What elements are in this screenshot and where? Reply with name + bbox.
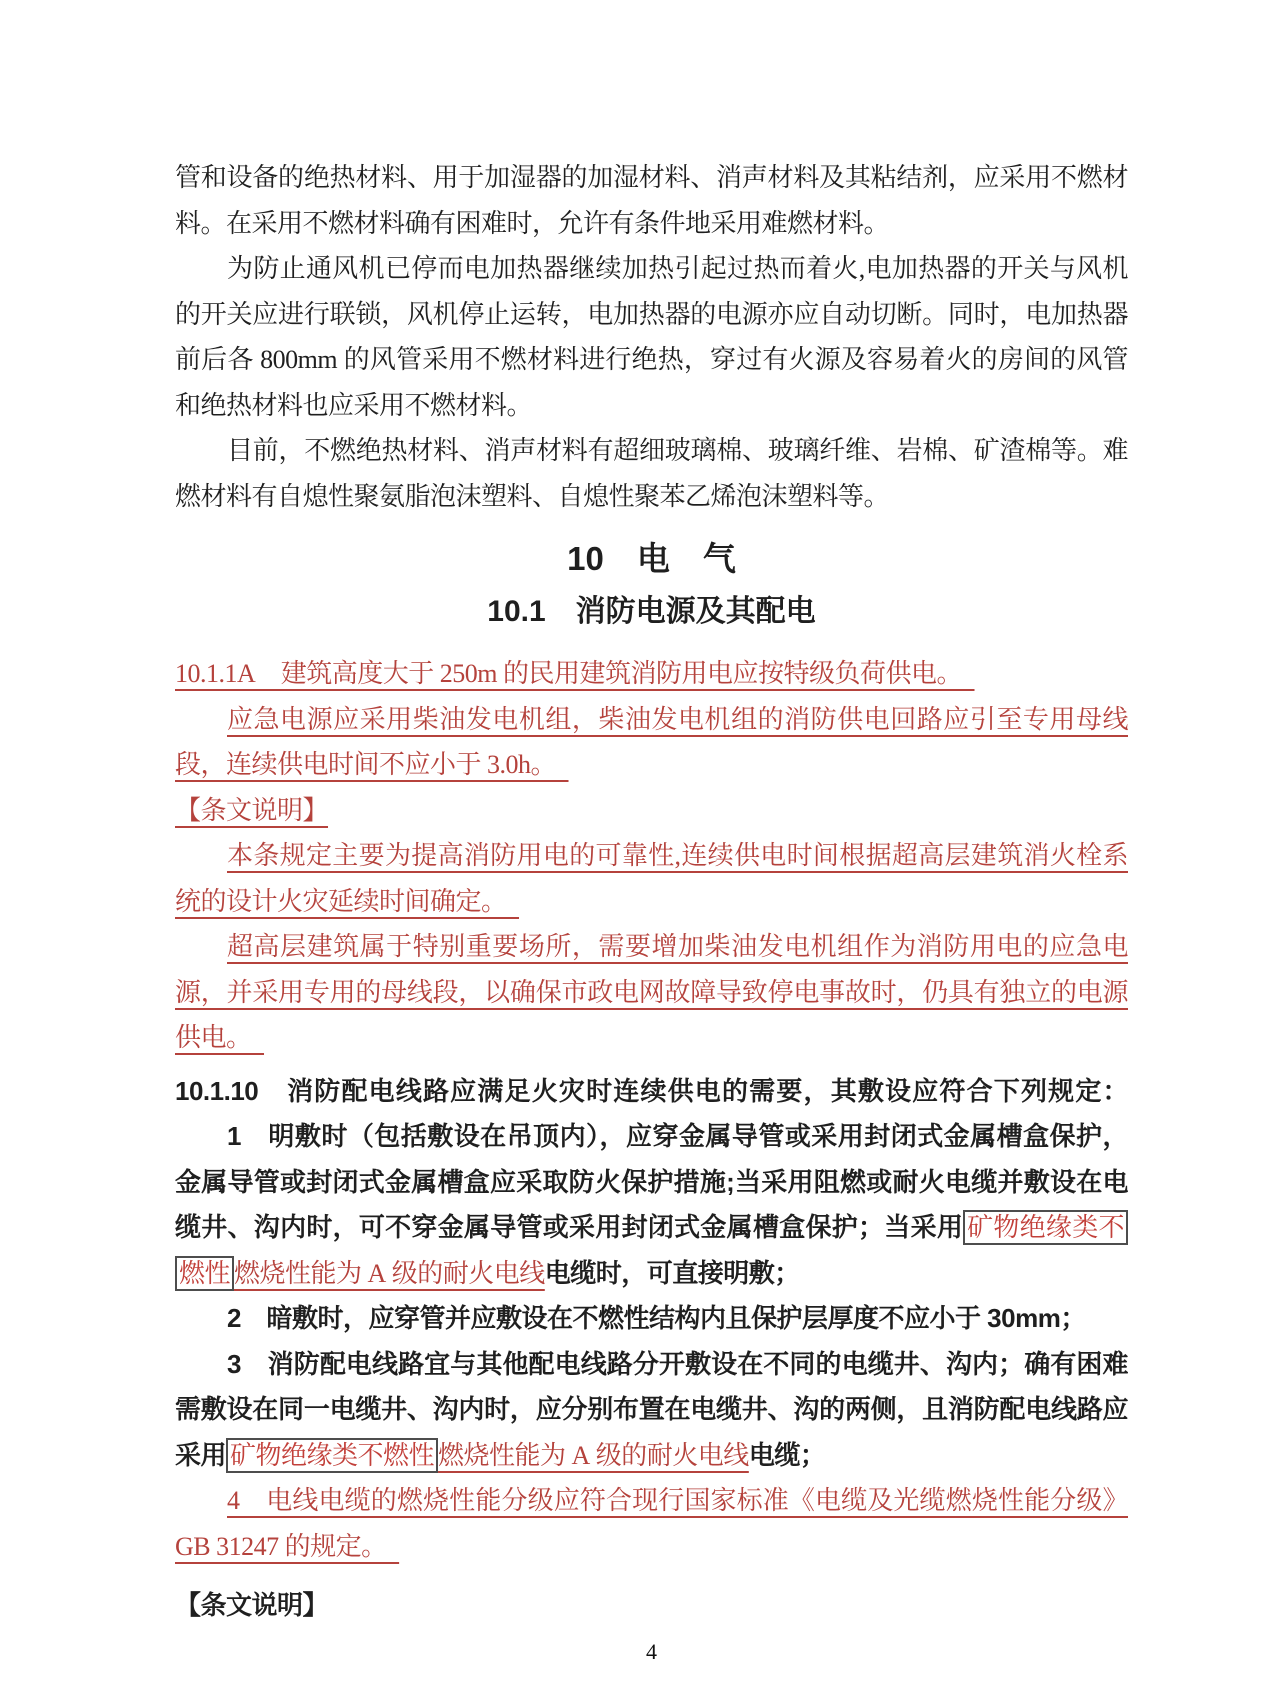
text-segment: 金属导管或封闭式金属槽盒应采取防火保护措施;当采用阻燃或耐火电缆并敷设在电 <box>175 1166 1128 1197</box>
text-segment: 管和设备的绝热材料、用于加湿器的加湿材料、消声材料及其粘结剂，应采用不燃材 <box>175 163 1128 192</box>
item-2-line <box>175 1296 1128 1342</box>
item-1-line <box>175 1251 1128 1297</box>
body-line <box>175 383 1128 429</box>
text-segment: 料。在采用不燃材料确有困难时，允许有条件地采用难燃材料。 <box>175 208 890 238</box>
text-segment: 燃烧性能为 A 级的耐火电线 <box>438 1440 749 1470</box>
chapter-heading <box>175 531 1128 587</box>
text-segment: 的开关应进行联锁，风机停止运转，电加热器的电源亦应自动切断。同时，电加热器 <box>175 299 1128 329</box>
page-footer <box>175 1632 1128 1672</box>
text-segment: 3 消防配电线路宜与其他配电线路分开敷设在不同的电缆井、沟内；确有困难 <box>227 1348 1128 1379</box>
item-4-line <box>175 1524 1128 1570</box>
text-segment: 10.1.10 消防配电线路应满足火灾时连续供电的需要，其敷设应符合下列规定： <box>175 1075 1128 1106</box>
text-segment: 电缆； <box>748 1439 826 1470</box>
clause-line <box>175 742 1128 788</box>
item-3-line <box>175 1342 1128 1388</box>
text-segment: 2 暗敷时，应穿管并应敷设在不燃性结构内且保护层厚度不应小于 30mm； <box>227 1303 1086 1333</box>
commentary-line <box>175 833 1128 879</box>
text-segment: 统的设计火灾延续时间确定。 <box>175 886 520 916</box>
text-segment: 矿物绝缘类不 <box>963 1210 1128 1245</box>
text-segment: 源，并采用专用的母线段，以确保市政电网故障导致停电事故时，仍具有独立的电源 <box>175 977 1128 1007</box>
text-segment: 燃烧性能为 A 级的耐火电线 <box>234 1258 545 1288</box>
text-segment: 燃材料有自熄性聚氨脂泡沫塑料、自熄性聚苯乙烯泡沫塑料等。 <box>175 481 890 511</box>
item-1-line <box>175 1160 1128 1206</box>
text-segment: 目前，不燃绝热材料、消声材料有超细玻璃棉、玻璃纤维、岩棉、矿渣棉等。难 <box>227 436 1128 465</box>
text-segment: 供电。 <box>175 1023 265 1052</box>
commentary-label-red <box>175 788 1128 834</box>
section-heading <box>175 587 1128 637</box>
text-segment: 10.1.1A 建筑高度大于 250m 的民用建筑消防用电应按特级负荷供电。 <box>175 659 975 688</box>
document-lines <box>175 155 1128 1629</box>
text-segment: 【条文说明】 <box>175 1590 329 1620</box>
clause-10-1-10-line <box>175 1069 1128 1115</box>
clause-10-1-1A-line <box>175 651 1128 697</box>
commentary-label-black <box>175 1583 1128 1629</box>
text-segment: 10 电 气 <box>567 540 736 577</box>
body-line <box>175 155 1128 201</box>
commentary-line <box>175 879 1128 925</box>
item-1-line <box>175 1114 1128 1160</box>
page-number: 4 <box>646 1639 657 1664</box>
text-segment: 4 电线电缆的燃烧性能分级应符合现行国家标准《电缆及光缆燃烧性能分级》 <box>227 1486 1128 1515</box>
text-segment: 和绝热材料也应采用不燃材料。 <box>175 390 533 420</box>
body-line <box>175 474 1128 520</box>
text-segment: 超高层建筑属于特别重要场所，需要增加柴油发电机组作为消防用电的应急电 <box>227 932 1128 961</box>
text-segment: 段，连续供电时间不应小于 3.0h。 <box>175 750 569 779</box>
body-line <box>175 428 1128 474</box>
text-segment: 矿物绝缘类不燃性 <box>226 1438 438 1473</box>
commentary-line <box>175 970 1128 1016</box>
text-segment: 采用 <box>175 1439 227 1470</box>
body-line <box>175 292 1128 338</box>
item-3-line <box>175 1387 1128 1433</box>
text-segment: 前后各 800mm 的风管采用不燃材料进行绝热，穿过有火源及容易着火的房间的风管 <box>175 345 1128 374</box>
text-segment: 电缆时，可直接明敷； <box>544 1257 800 1288</box>
text-segment: 应急电源应采用柴油发电机组，柴油发电机组的消防供电回路应引至专用母线 <box>227 704 1128 734</box>
text-segment: 本条规定主要为提高消防用电的可靠性,连续供电时间根据超高层建筑消火栓系 <box>227 841 1128 870</box>
body-line <box>175 337 1128 383</box>
body-line <box>175 246 1128 292</box>
text-segment: 10.1 消防电源及其配电 <box>487 595 816 628</box>
commentary-line <box>175 1015 1128 1061</box>
item-1-line <box>175 1205 1128 1251</box>
text-segment: 【条文说明】 <box>175 795 329 825</box>
text-segment: 缆井、沟内时，可不穿金属导管或采用封闭式金属槽盒保护；当采用 <box>175 1212 964 1242</box>
clause-line <box>175 697 1128 743</box>
item-4-line <box>175 1478 1128 1524</box>
item-3-line <box>175 1433 1128 1479</box>
text-segment: 1 明敷时（包括敷设在吊顶内），应穿金属导管或采用封闭式金属槽盒保护， <box>227 1121 1128 1151</box>
commentary-line <box>175 924 1128 970</box>
body-line <box>175 201 1128 247</box>
text-segment: 为防止通风机已停而电加热器继续加热引起过热而着火,电加热器的开关与风机 <box>227 254 1128 283</box>
text-segment: 燃性 <box>175 1256 234 1291</box>
text-segment: GB 31247 的规定。 <box>175 1531 400 1561</box>
text-segment: 需敷设在同一电缆井、沟内时，应分别布置在电缆井、沟的两侧，且消防配电线路应 <box>175 1394 1128 1424</box>
